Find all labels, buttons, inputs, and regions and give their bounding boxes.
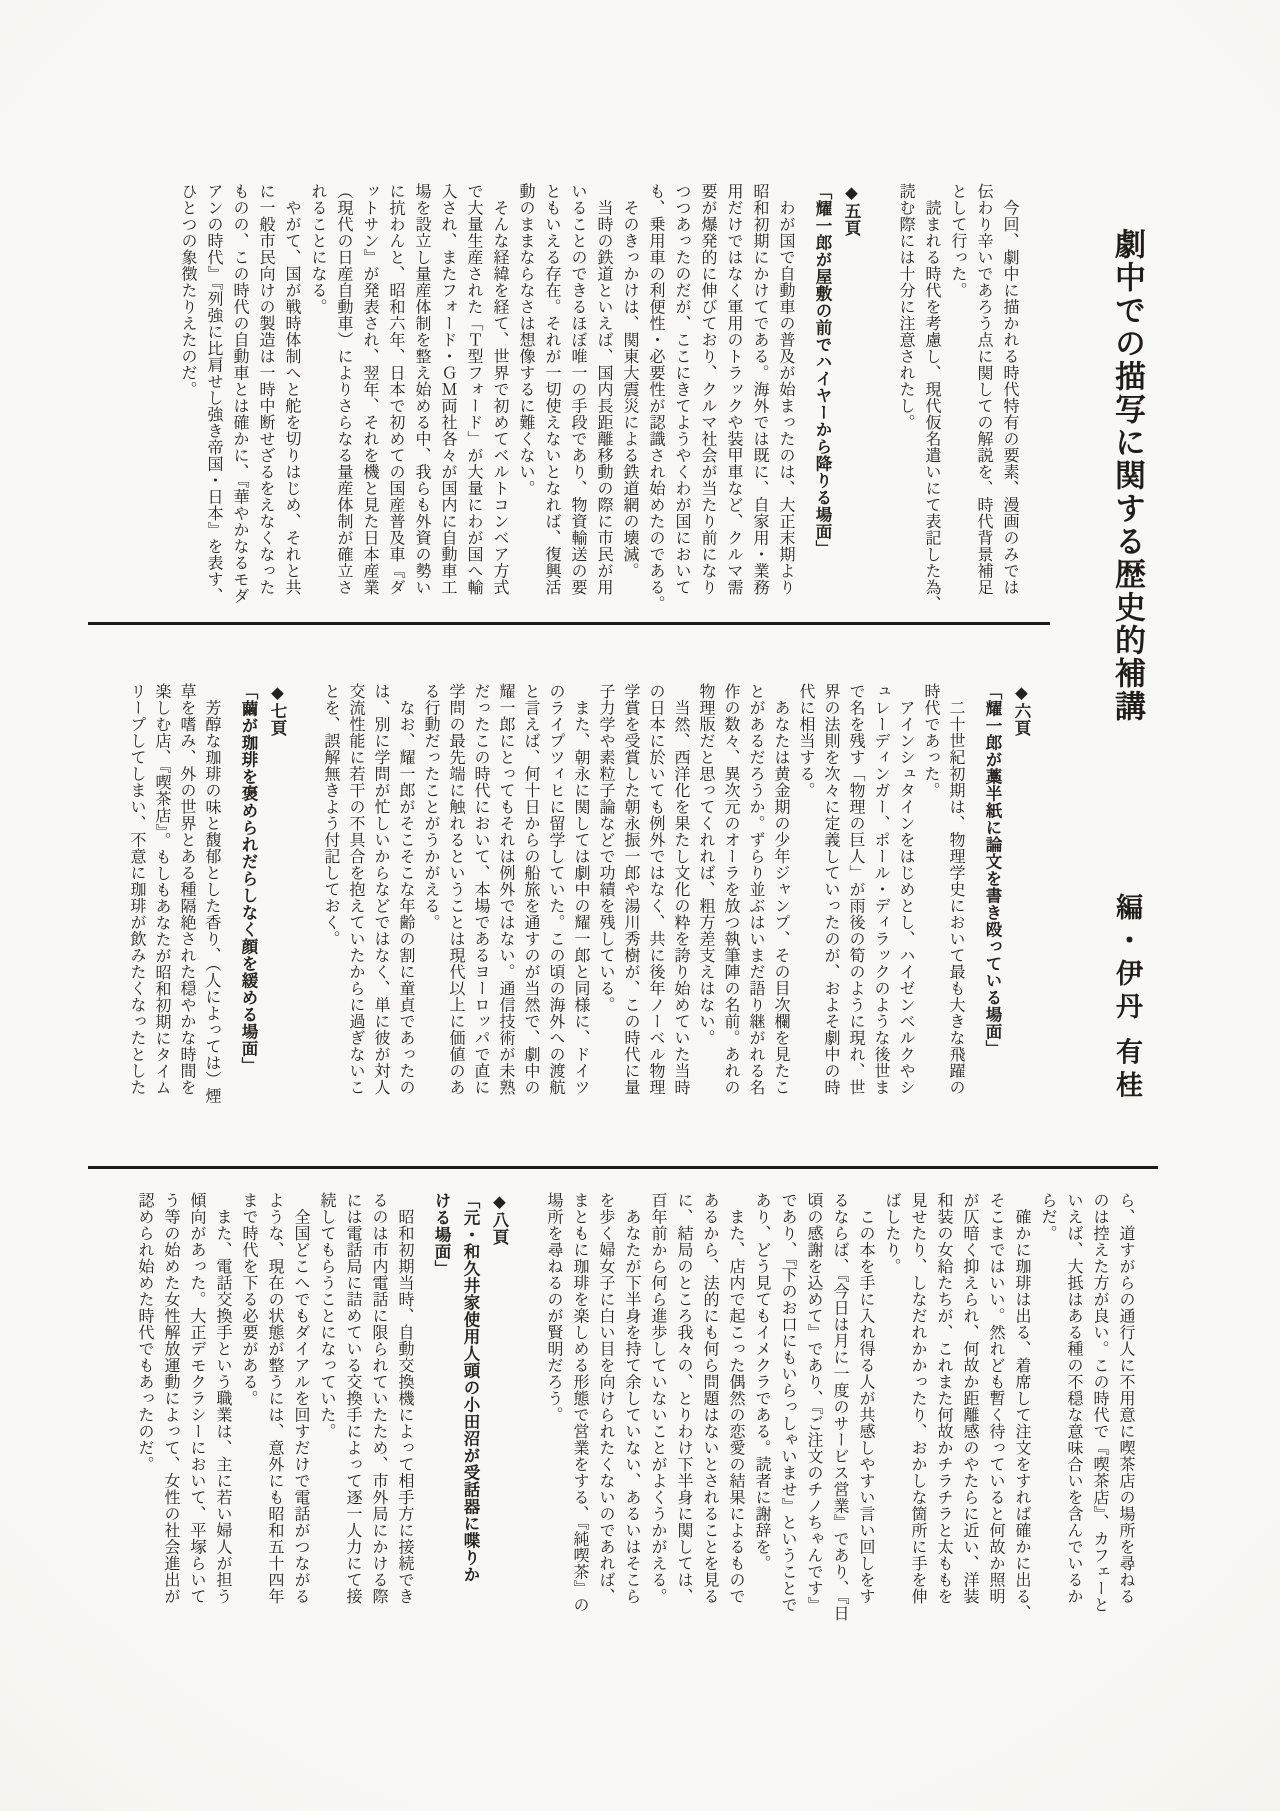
heading-column: 「耀一郎が屋敷の前でハイヤーから降りる場面」 bbox=[813, 183, 832, 557]
text-column: とがあるだろうか。ずらり並ぶはいまだ語り継がれる名 bbox=[747, 683, 764, 1096]
heading-column: 「耀一郎が藁半紙に論文を書き殴っている場面」 bbox=[983, 683, 1002, 1057]
text-column: また、電話交換手という職業は、主に若い婦人が担う bbox=[214, 1192, 231, 1605]
text-column: として行った。 bbox=[949, 183, 966, 299]
text-column: 確かに珈琲は出る、着席して注文をすれば確かに出る、 bbox=[1013, 1192, 1030, 1621]
text-column: ともいえる存在。それが一切使えないとなれば、復興活 bbox=[543, 183, 560, 596]
article-title-block bbox=[1105, 228, 1150, 1328]
text-column: 楽しむ店、『喫茶店』。もしもあなたが昭和初期にタイム bbox=[153, 683, 170, 1096]
text-column: 耀一郎にとってもそれは例外ではない。通信技術が未熟 bbox=[497, 683, 514, 1096]
text-column: も、乗用車の利便性・必要性が認識され始めたのである。 bbox=[647, 183, 664, 612]
text-column: 代に相当する。 bbox=[797, 683, 814, 799]
text-column: ュレーディンガー、ポール・ディラックのような後世ま bbox=[872, 683, 889, 1096]
text-column: 読まれる時代を考慮し、現代仮名遣いにて表記した為、 bbox=[923, 183, 940, 612]
middle-text-band bbox=[124, 683, 1036, 1143]
text-column: つつあったのだが、ここにきてようやくわが国において bbox=[673, 183, 690, 596]
text-column: そこまではいい。然れども暫く待っていると何故か照明 bbox=[987, 1192, 1004, 1605]
text-column: あなたは黄金期の少年ジャンプ、その目次欄を見たこ bbox=[772, 683, 789, 1096]
text-block-page7-continued bbox=[540, 1192, 1138, 1662]
text-column: アインシュタインをはじめとし、ハイゼンベルクやシ bbox=[897, 683, 914, 1096]
text-column: のライプツィヒに留学していた。この頃の海外への渡航 bbox=[547, 683, 564, 1096]
text-column: 当時の鉄道といえば、国内長距離移動の際に市民が用 bbox=[595, 183, 612, 596]
text-block-page6 bbox=[318, 683, 968, 1143]
text-column: ものの、この時代の自動車とは確かに、『華やかなるモダ bbox=[231, 183, 248, 604]
text-column: 交流性能に若干の不具合を抱えていたからに過ぎないこ bbox=[347, 683, 364, 1096]
text-column: 場を設立し量産体制を整え始める中、我らも外資の勢い bbox=[413, 183, 430, 596]
text-block-intro bbox=[892, 183, 1022, 628]
text-column: 見せたり、しなだれかかったり、おかしな箇所に手を伸 bbox=[909, 1192, 926, 1605]
text-column: るのは市内電話に限られていたため、市外局にかける際 bbox=[370, 1192, 387, 1605]
text-column: のは控えた方が良い。この時代で『喫茶店』、カフェーと bbox=[1091, 1192, 1108, 1613]
text-column: 物理版だと思ってくれれば、粗方差支えはない。 bbox=[697, 683, 714, 1046]
text-column: あなたが下半身を持て余していない、あるいはそこら bbox=[623, 1192, 640, 1605]
text-column: 動のままならなさは想像するに難くない。 bbox=[517, 183, 534, 497]
section-divider-bottom bbox=[88, 1166, 1158, 1169]
text-column: この本を手に入れ得る人が共感しやすい言い回しをす bbox=[857, 1192, 874, 1605]
section-heading-page6 bbox=[978, 683, 1036, 1143]
text-column: ひとつの象徴たりえたのだ。 bbox=[179, 183, 196, 398]
text-column: に一般市民向けの製造は一時中断せざるをえなくなった bbox=[257, 183, 274, 596]
text-column: らだ。 bbox=[1039, 1192, 1056, 1242]
heading-column: 「繭が珈琲を褒められだらしなく顔を緩める場面」 bbox=[239, 683, 258, 1074]
text-column: 子力学や素粒子論などで功績を残している。 bbox=[597, 683, 614, 1013]
text-column: （現代の日産自動車）によりさらなる量産体制が確立さ bbox=[335, 183, 352, 596]
title-author-gap bbox=[1127, 723, 1128, 893]
heading-column: 「元・和久井家使用人頭の小田沼が受話器に喋りか bbox=[461, 1192, 480, 1583]
text-column: 認められ始めた時代でもあったのだ。 bbox=[136, 1192, 153, 1473]
text-column: 当然、西洋化を果たし文化の粋を誇り始めていた当時 bbox=[672, 683, 689, 1096]
text-column: 入され、またフォード・ＧＭ両社各々が国内に自動車工 bbox=[439, 183, 456, 596]
text-column: とを、誤解無きよう付記しておく。 bbox=[322, 683, 339, 947]
text-column: 和装の女給たちが、これまた何故かチラチラと太ももを bbox=[935, 1192, 952, 1605]
text-column: ばしたり。 bbox=[883, 1192, 900, 1275]
text-column: いることのできるほぼ唯一の手段であり、物資輸送の要 bbox=[569, 183, 586, 596]
text-block-page5 bbox=[174, 183, 798, 628]
text-column: なお、耀一郎がそこそこな年齢の割に童貞であったの bbox=[397, 683, 414, 1096]
text-column: 続してもらうことになっていた。 bbox=[318, 1192, 335, 1440]
text-column: 二十世紀初期は、物理学史において最も大きな飛躍の bbox=[947, 683, 964, 1096]
text-column: で名を残す「物理の巨人」が雨後の筍のように現れ、世 bbox=[847, 683, 864, 1096]
text-column: あるから、法的にも何ら問題はないとされることを見る bbox=[701, 1192, 718, 1605]
text-column: また、朝永に関しては劇中の耀一郎と同様に、ドイツ bbox=[572, 683, 589, 1096]
article-title: 劇中での描写に関する歴史的補講 bbox=[1110, 228, 1145, 723]
text-column: 時代であった。 bbox=[922, 683, 939, 799]
text-column: 要が爆発的に伸びており、クルマ社会が当たり前になり bbox=[699, 183, 716, 596]
text-column: であり、『下のお口にもいらっしゃいませ』ということで bbox=[779, 1192, 796, 1613]
text-column: 用だけではなく軍用のトラックや装甲車など、クルマ需 bbox=[725, 183, 742, 596]
text-column: そんな経緯を経て、世界で初めてベルトコンベア方式 bbox=[491, 183, 508, 596]
text-block-page8 bbox=[131, 1192, 417, 1662]
text-column: の日本に於いても例外ではなく、共に後年ノーベル物理 bbox=[647, 683, 664, 1096]
heading-column: ◆五頁 bbox=[842, 183, 861, 237]
text-column: やがて、国が戦時体制へと舵を切りはじめ、それと共 bbox=[283, 183, 300, 596]
text-column: う等の始めた女性解放運動によって、女性の社会進出が bbox=[162, 1192, 179, 1605]
text-column: まともに珈琲を楽しめる形態で営業をする、『純喫茶』の bbox=[571, 1192, 588, 1613]
text-column: には電話局に詰めている交換手によって逐一人力にて接 bbox=[344, 1192, 361, 1605]
text-column: るならば、『今日は月に一度のサービス営業』であり、『日 bbox=[831, 1192, 848, 1622]
text-column: 今回、劇中に描かれる時代特有の要素、漫画のみでは bbox=[1001, 183, 1018, 596]
text-column: に抗わんと、昭和六年、日本で初めての国産普及車『ダ bbox=[387, 183, 404, 596]
text-column: で大量生産された「Ｔ型フォード」が大量にわが国へ輸 bbox=[465, 183, 482, 596]
section-heading-page7 bbox=[234, 683, 292, 1143]
text-column: が仄暗く抑えられ、何故か距離感のやたらに近い、洋装 bbox=[961, 1192, 978, 1605]
text-column: 学問の最先端に触れるということは現代以上に価値のあ bbox=[447, 683, 464, 1096]
heading-column: ◆七頁 bbox=[268, 683, 287, 737]
text-block-page7 bbox=[124, 683, 224, 1143]
text-column: そのきっかけは、関東大震災による鉄道網の壊滅。 bbox=[621, 183, 638, 579]
heading-column: ◆八頁 bbox=[490, 1192, 509, 1246]
top-text-band bbox=[174, 183, 1022, 628]
text-column: 読む際には十分に注意されたし。 bbox=[897, 183, 914, 431]
text-column: また、店内で起こった偶然の恋愛の結果によるもので bbox=[727, 1192, 744, 1605]
text-column: まで時代を下る必要がある。 bbox=[240, 1192, 257, 1407]
text-column: れることになる。 bbox=[309, 183, 326, 315]
text-column: 学賞を受賞した朝永振一郎や湯川秀樹が、この時代に量 bbox=[622, 683, 639, 1096]
text-column: に、結局のところ我々の、とりわけ下半身に関しては、 bbox=[675, 1192, 692, 1605]
text-column: だったこの時代において、本場であるヨーロッパで直に bbox=[472, 683, 489, 1096]
section-heading-page5 bbox=[808, 183, 866, 628]
text-column: 作の数々、異次元のオーラを放つ執筆陣の名前。あれの bbox=[722, 683, 739, 1096]
author-credit: 編・伊丹 有桂 bbox=[1112, 893, 1142, 1104]
text-column: リープしてしまい、不意に珈琲が飲みたくなったとした bbox=[128, 683, 145, 1096]
text-column: 界の法則を次々に定義していったのが、およそ劇中の時 bbox=[822, 683, 839, 1096]
text-column: 昭和初期当時、自動交換機によって相手方に接続でき bbox=[396, 1192, 413, 1605]
text-column: ットサン』が発表され、翌年、それを機と見た日本産業 bbox=[361, 183, 378, 596]
heading-column: ける場面」 bbox=[432, 1192, 451, 1277]
text-column: 頃の感謝を込めて』であり、『ご注文のチノちゃんです』 bbox=[805, 1192, 822, 1613]
section-heading-page8 bbox=[427, 1192, 514, 1662]
text-column: ら、道すがらの通行人に不用意に喫茶店の場所を尋ねる bbox=[1117, 1192, 1134, 1605]
text-column: あり、どう見てもイメクラである。読者に謝辞を。 bbox=[753, 1192, 770, 1572]
text-column: 芳醇な珈琲の味と馥郁とした香り、（人によっては）煙 bbox=[203, 683, 220, 1104]
text-column: 伝わり辛いであろう点に関しての解説を、時代背景補足 bbox=[975, 183, 992, 596]
heading-column: ◆六頁 bbox=[1012, 683, 1031, 737]
text-column: アンの時代』『列強に比肩せし強き帝国・日本』を表す、 bbox=[205, 183, 222, 604]
text-column: 百年前から何ら進歩していないことがよくうかがえる。 bbox=[649, 1192, 666, 1605]
text-column: を歩く婦女子に白い目を向けられたくないのであれば、 bbox=[597, 1192, 614, 1605]
text-column: わが国で自動車の普及が始まったのは、大正末期より bbox=[777, 183, 794, 596]
text-column: 傾向があった。大正デモクラシーにおいて、平塚らいて bbox=[188, 1192, 205, 1605]
text-column: る行動だったことがうかがえる。 bbox=[422, 683, 439, 931]
text-column: いえば、大抵はある種の不穏な意味合いを含んでいるか bbox=[1065, 1192, 1082, 1605]
text-column: は、別に学問が忙しいからなどではなく、単に彼が対人 bbox=[372, 683, 389, 1096]
text-column: と言えば、何十日からの船旅を通すのが当然で、劇中の bbox=[522, 683, 539, 1096]
text-column: 昭和初期にかけてである。海外では既に、自家用・業務 bbox=[751, 183, 768, 596]
bottom-text-band bbox=[131, 1192, 1138, 1662]
text-column: 全国どこへでもダイアルを回すだけで電話がつながる bbox=[292, 1192, 309, 1605]
text-column: 場所を尋ねるのが賢明だろう。 bbox=[545, 1192, 562, 1423]
text-column: 草を嗜み、外の世界とある種隔絶された穏やかな時間を bbox=[178, 683, 195, 1096]
text-column: ような、現在の状態が整うには、意外にも昭和五十四年 bbox=[266, 1192, 283, 1605]
